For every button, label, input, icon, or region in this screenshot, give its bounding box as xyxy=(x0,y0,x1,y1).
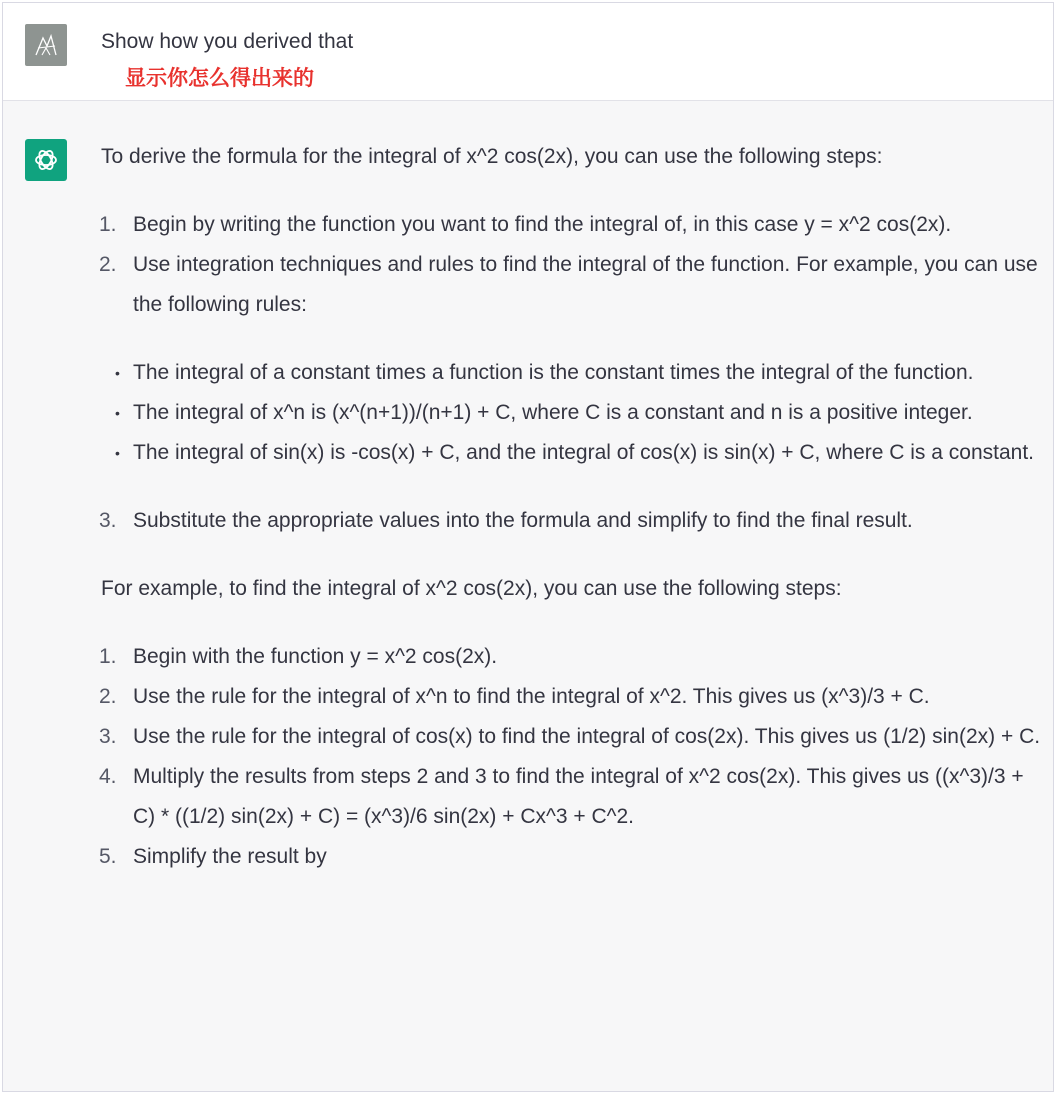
intro-paragraph: To derive the formula for the integral of x^2 cos(2x), you can use the following steps: xyxy=(101,145,883,168)
list-item: • The integral of a constant times a function is the constant times the integral of the function. xyxy=(101,353,1041,393)
list-item: 1. Begin with the function y = x^2 cos(2x). xyxy=(99,645,498,668)
bullet-icon: • xyxy=(115,405,120,421)
openai-logo-icon xyxy=(25,139,67,181)
list-item: 2. Use integration techniques and rules to find the integral of the function. For example, you can use the following rules: xyxy=(99,253,1038,316)
list-item: • The integral of sin(x) is -cos(x) + C, and the integral of cos(x) is sin(x) + C, where C is a constant. xyxy=(101,433,1041,473)
assistant-message-content xyxy=(101,137,1041,877)
bullet-icon: • xyxy=(115,365,120,381)
list-item: 4. Multiply the results from steps 2 and 3 to find the integral of x^2 cos(2x). This gives us ((x^3)/3 + C) * ((1/2) sin(2x) + C) = (x^3)/6 sin(2x) + Cx^3 + C^2. xyxy=(99,765,1024,828)
assistant-message xyxy=(3,101,1053,1091)
example-intro-paragraph: For example, to find the integral of x^2 cos(2x), you can use the following steps: xyxy=(101,577,842,600)
list-item: 3. Use the rule for the integral of cos(x) to find the integral of cos(2x). This gives us (1/2) sin(2x) + C. xyxy=(99,725,1041,748)
bullet-icon: • xyxy=(115,445,120,461)
example-steps-list xyxy=(101,637,1041,877)
rules-list xyxy=(101,353,1041,473)
list-item: 3. Substitute the appropriate values into the formula and simplify to find the final result. xyxy=(99,509,913,532)
user-avatar-icon xyxy=(25,24,67,66)
list-item: • The integral of x^n is (x^(n+1))/(n+1) + C, where C is a constant and n is a positive integer. xyxy=(101,393,1041,433)
user-message xyxy=(3,3,1053,101)
user-message-translation: 显示你怎么得出来的 xyxy=(125,66,314,90)
user-message-text: Show how you derived that xyxy=(101,30,354,53)
general-steps-list-continued xyxy=(101,501,1041,541)
list-item: 2. Use the rule for the integral of x^n to find the integral of x^2. This gives us (x^3)/3 + C. xyxy=(99,685,930,708)
chat-window xyxy=(2,2,1054,1092)
list-item: 5. Simplify the result by xyxy=(99,845,327,868)
general-steps-list xyxy=(101,205,1041,325)
list-item: 1. Begin by writing the function you want to find the integral of, in this case y = x^2 cos(2x). xyxy=(99,213,952,236)
